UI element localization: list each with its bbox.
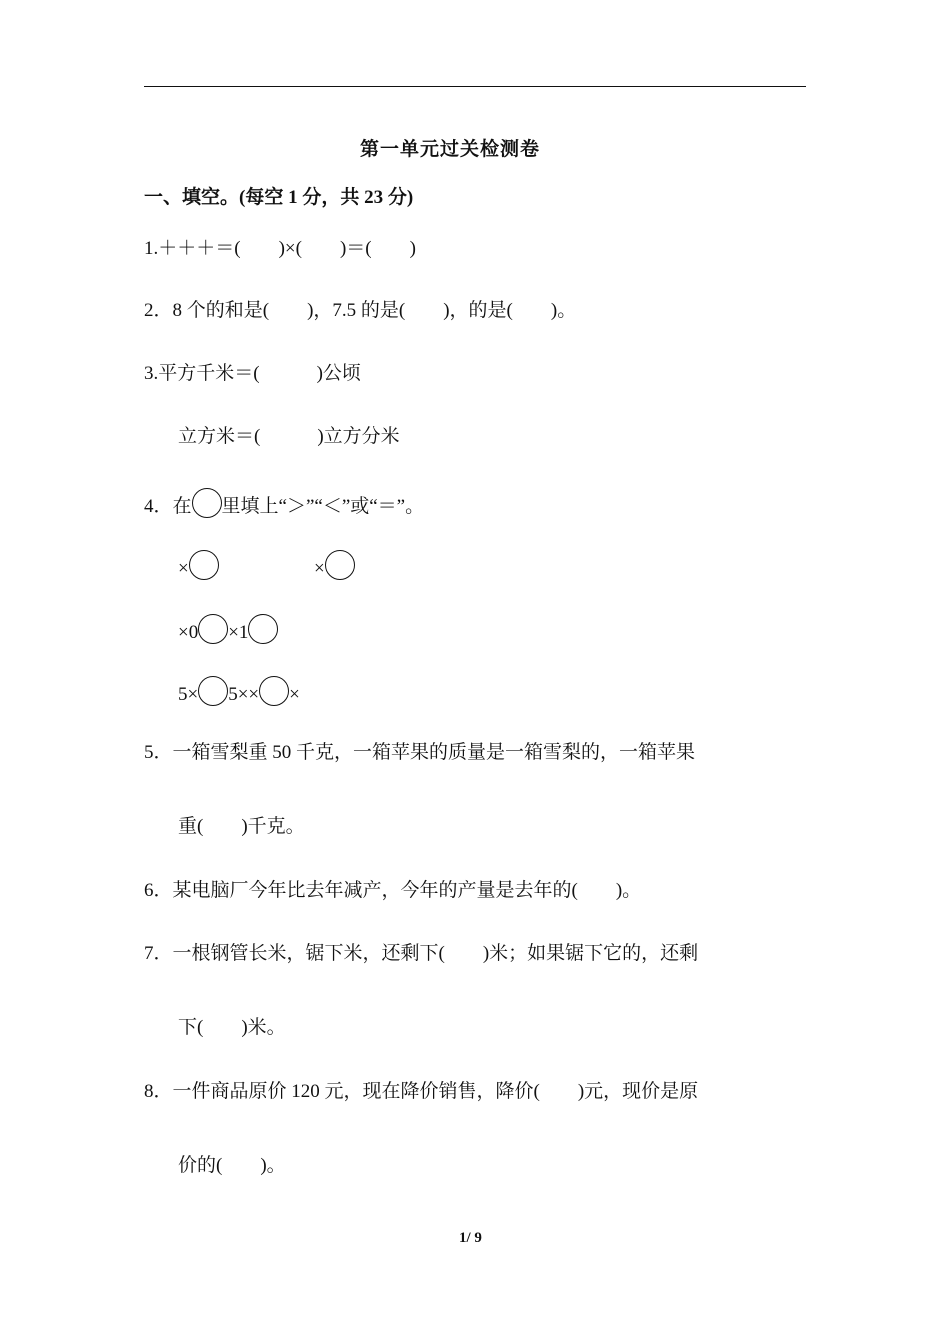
q4-row2-b-text: ×1: [228, 622, 249, 643]
q4-row1-b-text: ×: [314, 558, 325, 579]
answer-circle[interactable]: [325, 550, 355, 580]
answer-circle[interactable]: [248, 614, 278, 644]
answer-circle[interactable]: [198, 614, 228, 644]
question-8-line-2: 价的( )。: [178, 1155, 286, 1176]
answer-circle[interactable]: [189, 550, 219, 580]
question-4-instruction: [144, 488, 424, 519]
question-4-row-2: [178, 614, 278, 645]
section-heading: 一、填空。(每空 1 分，共 23 分): [144, 187, 414, 208]
page-title: 第一单元过关检测卷: [360, 139, 541, 160]
question-4-row-1-b: [314, 550, 355, 581]
q4-suffix: 里填上“＞”“＜”或“＝”。: [221, 496, 425, 517]
answer-circle[interactable]: [259, 676, 289, 706]
q4-row3-c-text: ×: [289, 684, 300, 705]
q4-row2-a-text: ×0: [178, 622, 199, 643]
header-rule: [144, 86, 806, 87]
question-7-line-2: 下( )米。: [178, 1017, 286, 1038]
question-4-row-3: [178, 676, 300, 707]
answer-circle[interactable]: [198, 676, 228, 706]
question-2: 2．8 个的和是( )，7.5 的是( )，的是( )。: [144, 300, 577, 321]
question-3-line-1: 3.平方千米＝( )公顷: [144, 363, 361, 384]
question-8-line-1: 8．一件商品原价 120 元，现在降价销售，降价( )元，现价是原: [144, 1081, 699, 1102]
compare-circle-icon: [192, 488, 222, 518]
page-number: 1/ 9: [459, 1230, 482, 1246]
q4-prefix: 4．在: [144, 496, 192, 517]
q4-row3-b-text: 5××: [228, 684, 260, 705]
question-3-line-2: 立方米＝( )立方分米: [178, 426, 400, 447]
q4-row3-a-text: 5×: [178, 684, 199, 705]
question-6: 6．某电脑厂今年比去年减产，今年的产量是去年的( )。: [144, 880, 642, 901]
q4-row1-a-text: ×: [178, 558, 189, 579]
question-4-row-1-a: [178, 550, 219, 581]
question-5-line-1: 5．一箱雪梨重 50 千克，一箱苹果的质量是一箱雪梨的，一箱苹果: [144, 742, 696, 763]
question-1: 1.＋＋＋＝( )×( )＝( ): [144, 238, 416, 259]
question-5-line-2: 重( )千克。: [178, 816, 305, 837]
question-7-line-1: 7．一根钢管长米，锯下米，还剩下( )米；如果锯下它的，还剩: [144, 943, 699, 964]
